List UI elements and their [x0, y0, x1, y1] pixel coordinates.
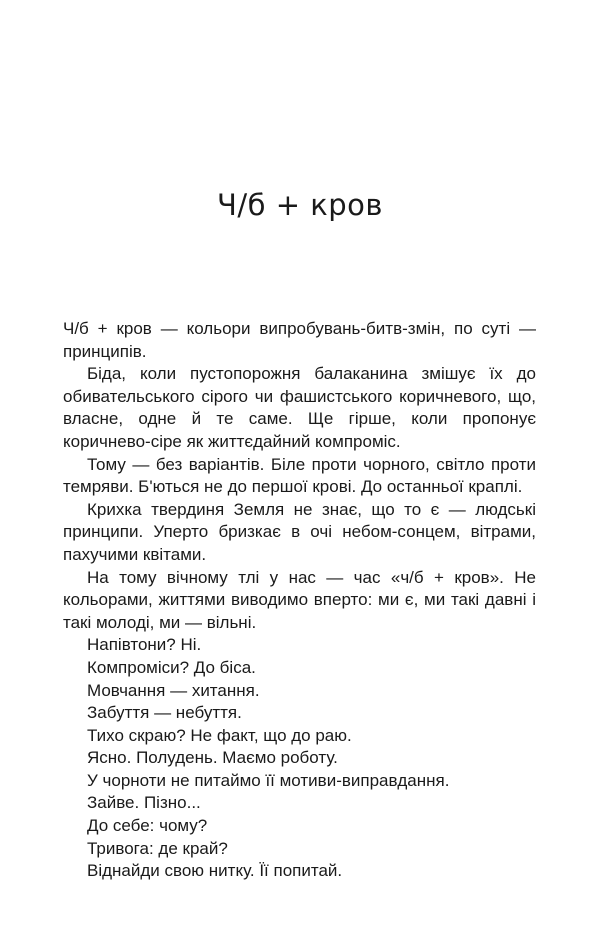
paragraph-4: Крихка твердиня Земля не знає, що то є — людські принципи. Уперто бризкає в очі небом-сонцем, вітрами, пахучими квітами. — [63, 499, 536, 564]
short-line: Віднайди свою нитку. Її попитай. — [87, 861, 343, 881]
short-line: Напівтони? Ні. — [87, 635, 202, 655]
short-line: Забуття — небуття. — [87, 703, 242, 723]
short-line: Мовчання — хитання. — [87, 680, 260, 700]
paragraph-2: Біда, коли пустопорожня балаканина змішує їх до обивательського сірого чи фашистського коричневого, що, власне, одне й те саме. Ще гірше, коли пропонує коричнево-сіре як життєдайний компроміс. — [63, 364, 536, 451]
short-line: До себе: чому? — [87, 816, 208, 836]
paragraph-3: Тому — без варіантів. Біле проти чорного, світло проти темряви. Б'ються не до першої крові. До останньої краплі. — [63, 454, 536, 497]
short-line: Зайве. Пізно... — [87, 793, 201, 813]
chapter-title: Ч/б + кров — [216, 188, 384, 222]
short-line: У чорноти не питаймо її мотиви-виправдання. — [87, 770, 450, 790]
paragraph-5: На тому вічному тлі у нас — час «ч/б + кров». Не кольорами, життями виводимо вперто: ми є, ми такі давні і такі молоді, ми — вільні. — [63, 567, 536, 632]
short-line: Тривога: де край? — [87, 838, 228, 858]
short-line: Тихо скраю? Не факт, що до раю. — [87, 725, 352, 745]
short-line: Ясно. Полудень. Маємо роботу. — [87, 748, 338, 768]
chapter-body — [63, 318, 536, 883]
paragraph-1: Ч/б + кров — кольори випробувань-битв-змін, по суті — принципів. — [63, 319, 536, 361]
short-line: Компроміси? До біса. — [87, 657, 256, 677]
